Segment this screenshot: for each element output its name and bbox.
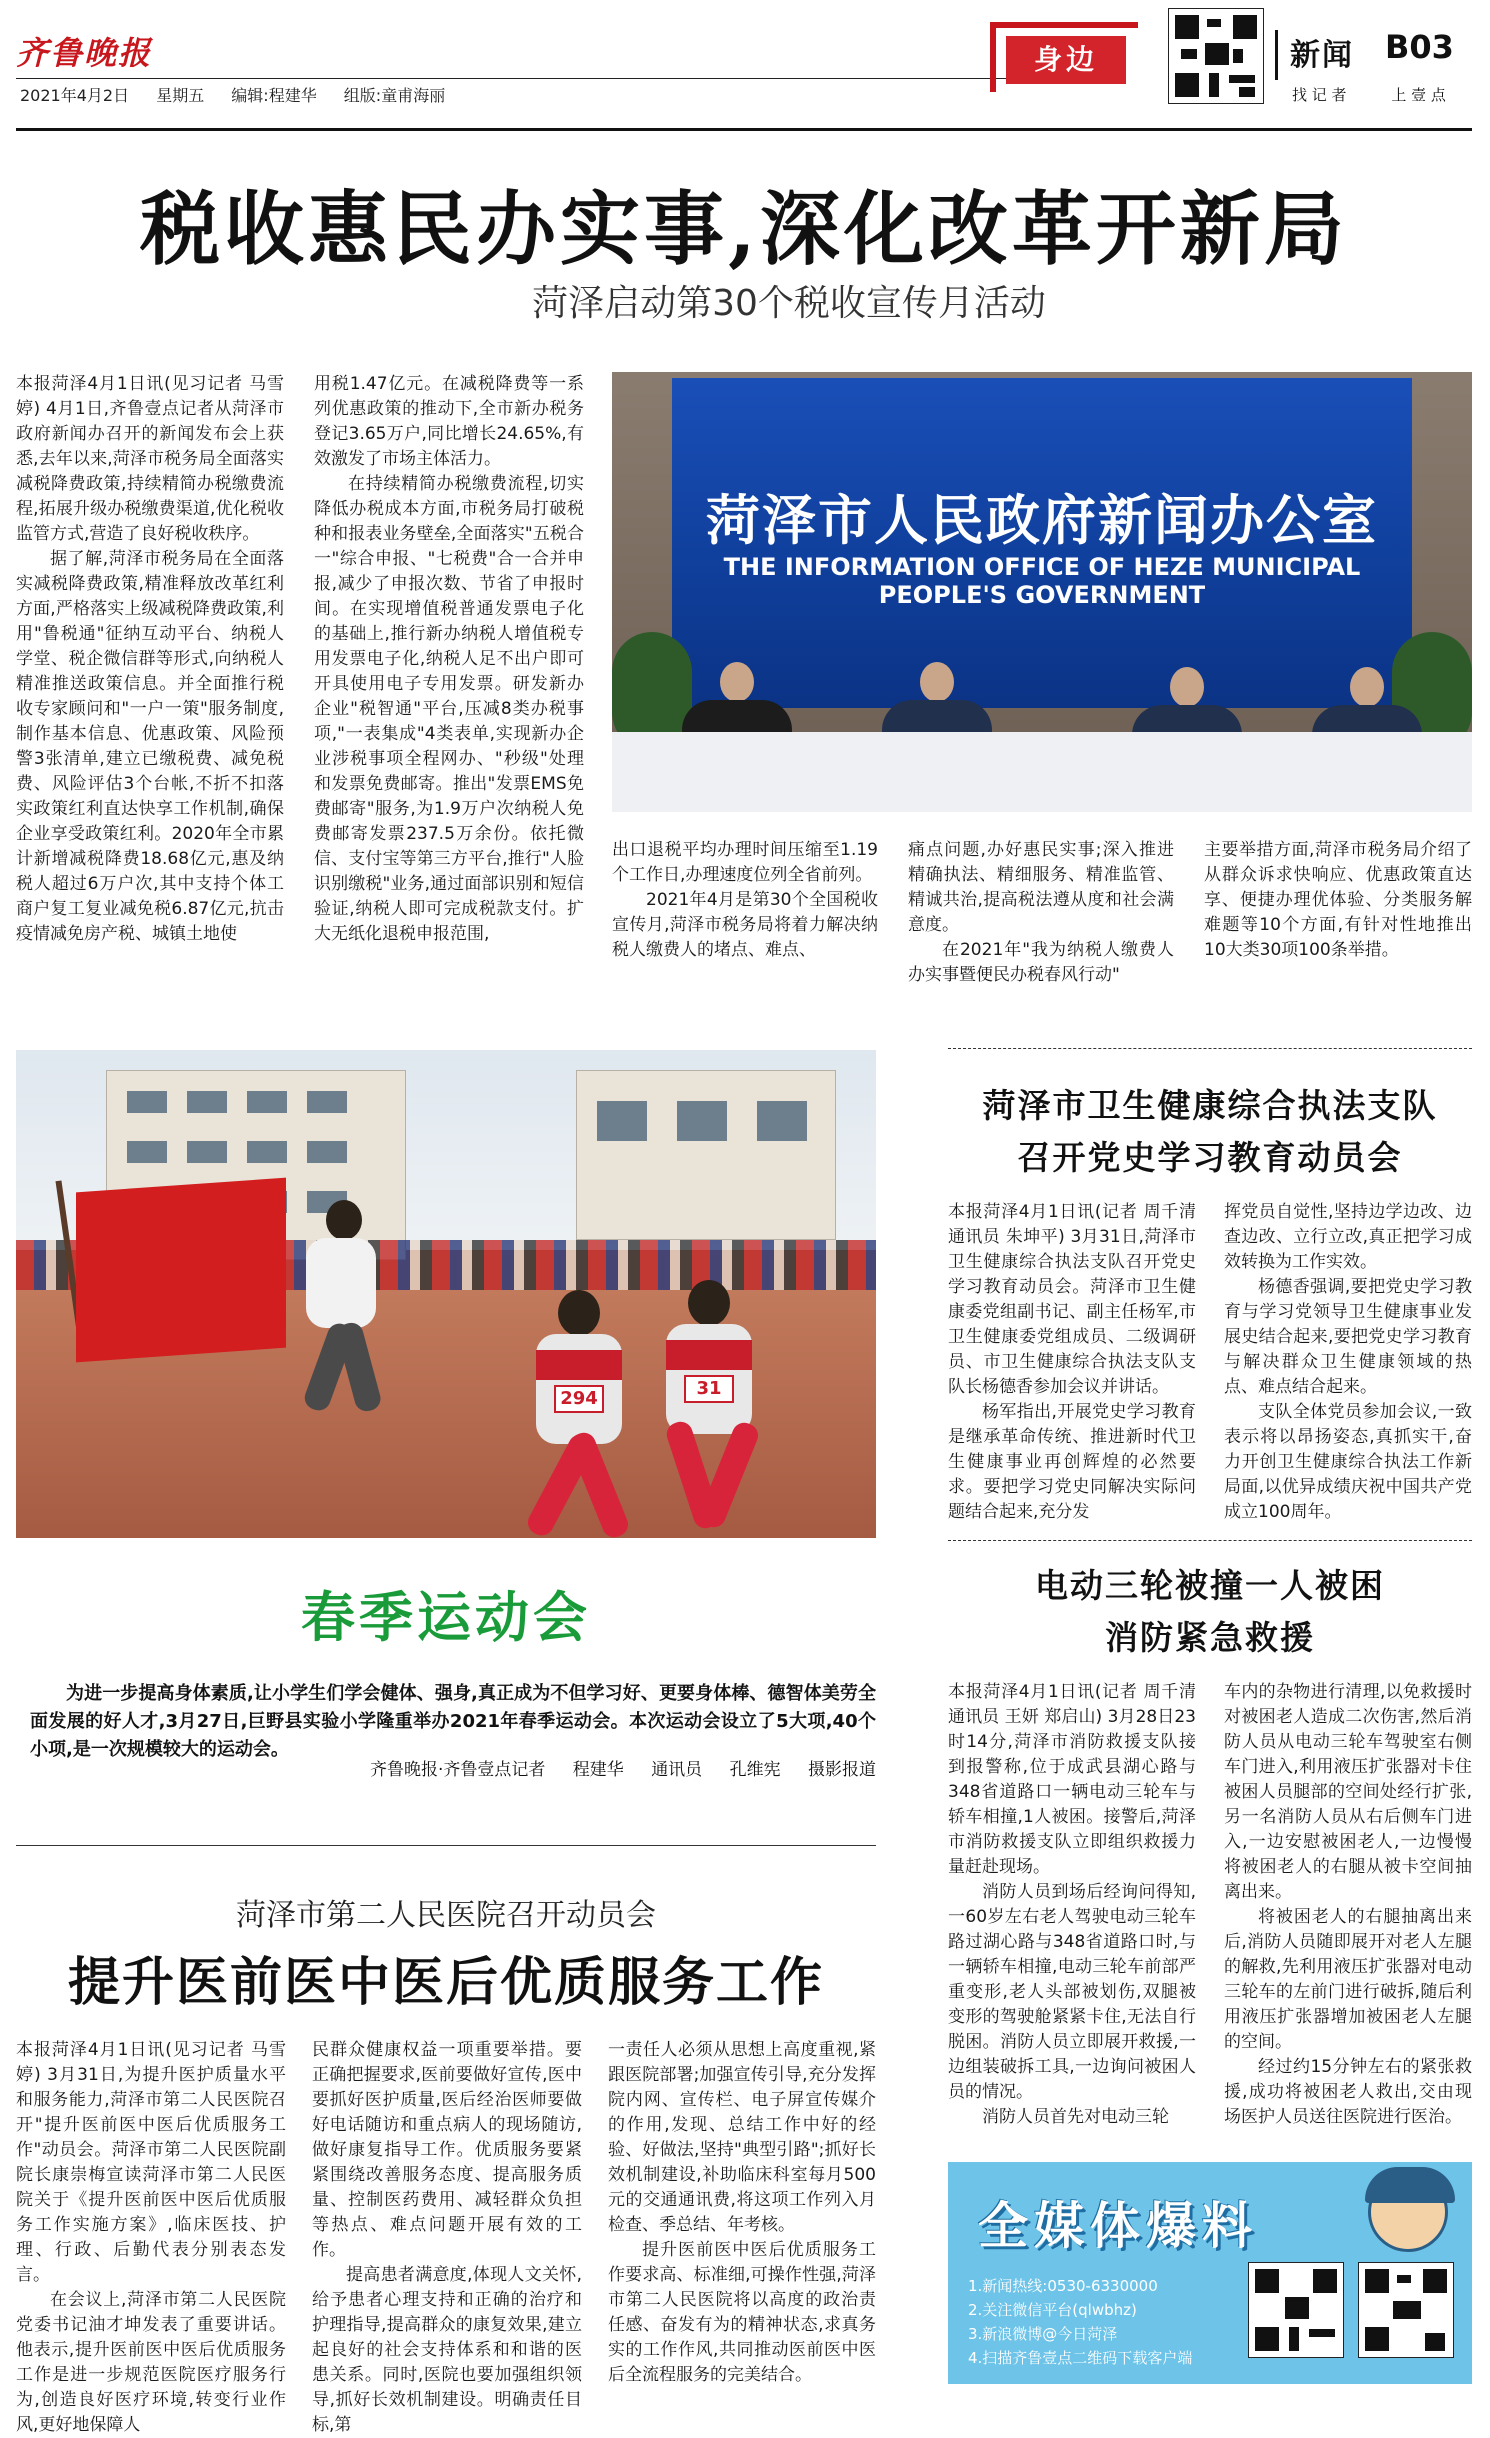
hospital-article-col-3	[608, 2038, 876, 2388]
main-subheadline: 菏泽启动第30个税收宣传月活动	[532, 283, 1046, 324]
paragraph: 将被困老人的右腿抽离出来后,消防人员随即展开对老人左腿的解救,先利用液压扩张器对电动三轮车的左前门进行破拆,随后利用液压扩张器增加被困老人左腿的空间。	[1224, 1907, 1472, 2052]
paragraph: 挥党员自觉性,坚持边学边改、边查边改、立行立改,真正把学习成效转换为工作实效。	[1224, 1202, 1472, 1272]
hospital-headline: 提升医前医中医后优质服务工作	[67, 1952, 824, 2013]
media-tip-item: 3.新浪微博@今日菏泽	[968, 2325, 1118, 2343]
header-divider	[1275, 30, 1278, 80]
main-article-col-4	[908, 838, 1174, 988]
paragraph: 本报菏泽4月1日讯(记者 周千清 通讯员 王妍 郑启山) 3月28日23时14分,菏泽市消防救援支队接到报警称,位于成武县湖心路与348省道路口一辆电动三轮车与轿车相撞,1人被困。接警后,菏泽市消防救援支队立即组织救援力量赶赴现场。	[948, 1682, 1196, 1877]
sports-meet-photo	[16, 1050, 876, 1538]
main-article-col-1	[16, 372, 284, 947]
paragraph: 在2021年"我为纳税人缴费人办实事暨便民办税春风行动"	[908, 940, 1174, 985]
paragraph: 民群众健康权益一项重要举措。要正确把握要求,医前要做好宣传,医中要抓好医护质量,医后经治医师要做好电话随访和重点病人的现场随访,做好康复指导工作。优质服务要紧紧围绕改善服务态度、提高服务质量、控制医药费用、减轻群众负担等热点、难点问题开展有效的工作。	[312, 2040, 582, 2260]
editor-credit: 编辑:程建华	[231, 86, 317, 105]
rescue-headline-line-2: 消防紧急救援	[1105, 1618, 1315, 1657]
main-article-col-3	[612, 838, 878, 963]
rescue-headline-line-1: 电动三轮被撞一人被困	[1035, 1566, 1385, 1605]
credit-name: 孔维宪	[729, 1760, 781, 1780]
government-banner	[672, 378, 1412, 708]
health-article-col-2	[1224, 1200, 1472, 1525]
conference-table	[612, 732, 1472, 812]
banner-cn-text: 菏泽市人民政府新闻办公室	[706, 489, 1378, 552]
health-headline-line-2: 召开党史学习教育动员会	[1017, 1138, 1403, 1177]
paragraph: 据了解,菏泽市税务局在全面落实减税降费政策,精准释放改革红利方面,严格落实上级减税降费政策,利用"鲁税通"征纳互动平台、纳税人学堂、税企微信群等形式,向纳税人精准推送政策信息。并全面推行税收专家顾问和"一户一策"服务制度,制作基本信息、优惠政策、风险预警3张清单,建立已缴税费、减免税费、风险评估3个台帐,不折不扣落实政策红利直达快享工作机制,确保企业享受政策红利。2020年全市累计新增减税降费18.68亿元,惠及纳税人超过6万户次,其中支持个体工商户复工复业减免税6.87亿元,抗击疫情减免房产税、城镇土地使	[16, 549, 284, 944]
paragraph: 在会议上,菏泽市第二人民医院党委书记油才坤发表了重要讲话。他表示,提升医前医中医后优质服务工作是进一步规范医院医疗服务行为,创造良好医疗环境,转变行业作风,更好地保障人	[16, 2290, 286, 2435]
main-article-col-2	[314, 372, 584, 947]
main-article-col-5	[1204, 838, 1472, 963]
media-tip-item: 1.新闻热线:0530-6330000	[968, 2277, 1158, 2295]
masthead-bottom-rule	[16, 128, 1472, 131]
rescue-headline	[930, 1560, 1490, 1664]
paragraph: 支队全体党员参加会议,一致表示将以昂扬姿态,真抓实干,奋力开创卫生健康综合执法工作新局面,以优异成绩庆祝中国共产党成立100周年。	[1224, 1402, 1472, 1522]
header-rule	[16, 78, 1016, 79]
school-building	[576, 1070, 836, 1240]
paragraph: 本报菏泽4月1日讯(记者 周千清 通讯员 朱坤平) 3月31日,菏泽市卫生健康综合执法支队召开党史学习教育动员会。菏泽市卫生健康委党组副书记、副主任杨军,市卫生健康委党组成员、二级调研员、市卫生健康综合执法支队支队长杨德香参加会议并讲话。	[948, 1202, 1196, 1397]
qr-code-icon[interactable]	[1358, 2262, 1454, 2358]
paragraph: 一责任人必须从思想上高度重视,紧跟医院部署;加强宣传引导,充分发挥院内网、宣传栏、电子屏宣传媒介的作用,发现、总结工作中好的经验、好做法,坚持"典型引路";抓好长效机制建设,补助临床科室每月500元的交通通讯费,将这项工作列入月检查、季总结、年考核。	[608, 2040, 876, 2235]
section-badge	[990, 22, 1138, 92]
issue-date: 2021年4月2日	[20, 86, 130, 105]
paragraph: 消防人员到场后经询问得知,一60岁左右老人驾驶电动三轮车路过湖心路与348省道路口时,与一辆轿车相撞,电动三轮车前部严重变形,老人头部被划伤,双腿被变形的驾驶舱紧紧卡住,无法自行脱困。消防人员立即展开救援,一边组装破拆工具,一边询问被困人员的情况。	[948, 1882, 1196, 2102]
health-headline	[930, 1080, 1490, 1184]
press-conference-photo	[612, 372, 1472, 812]
paragraph: 提高患者满意度,体现人文关怀,给予患者心理支持和正确的治疗和护理指导,提高群众的康复效果,建立起良好的社会支持体系和和谐的医患关系。同时,医院也要加强组织领导,抓好长效机制建设。明确责任目标,第	[312, 2265, 582, 2435]
hospital-article-col-2	[312, 2038, 582, 2438]
paragraph: 提升医前医中医后优质服务工作要求高、标准细,可操作性强,菏泽市第二人民医院将以高度的政治责任感、奋发有为的精神状态,求真务实的工作作风,共同推动医前医中医后全流程服务的完美结合。	[608, 2240, 876, 2385]
red-flag	[76, 1178, 286, 1363]
qr-code-icon[interactable]	[1248, 2262, 1344, 2358]
race-bib: 31	[684, 1375, 734, 1403]
health-article-col-1	[948, 1200, 1196, 1525]
paragraph: 用税1.47亿元。在减税降费等一系列优惠政策的推动下,全市新办税务登记3.65万户,同比增长24.65%,有效激发了市场主体活力。	[314, 374, 584, 469]
paragraph: 本报菏泽4月1日讯(见习记者 马雪婷) 4月1日,齐鲁壹点记者从菏泽市政府新闻办召开的新闻发布会上获悉,去年以来,菏泽市税务局全面落实减税降费政策,持续精简办税缴费流程,拓展升级办税缴费渠道,优化税收监管方式,营造了良好税收秩序。	[16, 374, 284, 544]
sports-headline: 春季运动会	[301, 1586, 591, 1649]
paragraph: 杨军指出,开展党史学习教育是继承革命传统、推进新时代卫生健康事业再创辉煌的必然要求。要把学习党史同解决实际问题结合起来,充分发	[948, 1402, 1196, 1522]
qr-code-icon[interactable]	[1168, 8, 1264, 104]
section-divider	[948, 1048, 1472, 1049]
paragraph: 本报菏泽4月1日讯(见习记者 马雪婷) 3月31日,为提升医护质量水平和服务能力,菏泽市第二人民医院召开"提升医前医中医后优质服务工作"动员会。菏泽市第二人民医院副院长康崇梅宣读菏泽市第二人民医院关于《提升医前医中医后优质服务工作实施方案》,临床医技、护理、行政、后勤代表分别表态发言。	[16, 2040, 286, 2285]
app-label: 上 壹 点	[1391, 86, 1446, 104]
find-reporter-label: 找 记 者	[1292, 86, 1347, 104]
designer-credit: 组版:童甫海丽	[343, 86, 446, 105]
media-tips-list	[968, 2274, 1238, 2370]
paragraph: 痛点问题,办好惠民实事;深入推进精确执法、精细服务、精准监管、精诚共治,提高税法遵从度和社会满意度。	[908, 840, 1174, 935]
section-divider	[16, 1845, 876, 1846]
section-badge-label: 身边	[1006, 36, 1126, 84]
health-headline-line-1: 菏泽市卫生健康综合执法支队	[982, 1086, 1438, 1125]
dateline	[20, 83, 467, 106]
hospital-subheadline: 菏泽市第二人民医院召开动员会	[236, 1898, 656, 1933]
credit-org: 齐鲁晚报·齐鲁壹点记者	[369, 1760, 546, 1780]
hospital-article-col-1	[16, 2038, 286, 2438]
cartoon-reporter-icon	[1368, 2172, 1448, 2252]
paragraph: 杨德香强调,要把党史学习教育与学习党领导卫生健康事业发展史结合起来,要把党史学习教育与解决群众卫生健康领域的热点、难点结合起来。	[1224, 1277, 1472, 1397]
paragraph: 经过约15分钟左右的紧张救援,成功将被困老人救出,交由现场医护人员送往医院进行医治。	[1224, 2057, 1472, 2127]
reporter-line	[1292, 84, 1486, 105]
paragraph: 车内的杂物进行清理,以免救援时对被困老人造成二次伤害,然后消防人员从电动三轮车驾驶室右侧车门进入,利用液压扩张器对卡住被困人员腿部的空间处经行扩张,另一名消防人员从右后侧车门进入,一边安慰被困老人,一边慢慢将被困老人的右腿从被卡空间抽离出来。	[1224, 1682, 1472, 1902]
media-tips-box	[948, 2162, 1472, 2384]
rescue-article-col-1	[948, 1680, 1196, 2130]
paragraph: 主要举措方面,菏泽市税务局介绍了从群众诉求快响应、优惠政策直达享、便捷办理优体验、分类服务解难题等10个方面,有针对性地推出10大类30项100条举措。	[1204, 840, 1472, 960]
rescue-article-col-2	[1224, 1680, 1472, 2130]
credit-name: 程建华	[572, 1760, 624, 1780]
media-tips-title: 全媒体爆料	[978, 2197, 1258, 2255]
media-tip-item: 2.关注微信平台(qlwbhz)	[968, 2301, 1137, 2319]
banner-en-text: THE INFORMATION OFFICE OF HEZE MUNICIPAL PEOPLE'S GOVERNMENT	[723, 553, 1361, 609]
sports-caption: 为进一步提高身体素质,让小学生们学会健体、强身,真正成为不但学习好、更要身体棒、德智体美劳全面发展的好人才,3月27日,巨野县实验小学隆重举办2021年春季运动会。本次运动会设立了5大项,40个小项,是一次规模较大的运动会。	[30, 1683, 876, 1760]
credit-role: 通讯员	[651, 1760, 703, 1780]
section-name: 新闻	[1290, 38, 1354, 73]
masthead	[0, 0, 1488, 135]
main-headline: 税收惠民办实事,深化改革开新局	[140, 182, 1348, 276]
credit-tail: 摄影报道	[808, 1760, 876, 1780]
section-divider	[948, 1540, 1472, 1541]
newspaper-logo: 齐鲁晚报	[16, 34, 153, 72]
race-bib: 294	[554, 1385, 604, 1413]
paragraph: 消防人员首先对电动三轮	[982, 2107, 1169, 2127]
paragraph: 出口退税平均办理时间压缩至1.19个工作日,办理速度位列全省前列。	[612, 840, 878, 885]
media-tip-item: 4.扫描齐鲁壹点二维码下载客户端	[968, 2349, 1193, 2367]
photo-credit	[270, 1755, 876, 1780]
page-number: B03	[1385, 28, 1454, 66]
issue-weekday: 星期五	[156, 86, 205, 105]
paragraph: 在持续精简办税缴费流程,切实降低办税成本方面,市税务局打破税种和报表业务壁垒,全面落实"五税合一"综合申报、"七税费"合一合并申报,减少了申报次数、节省了申报时间。在实现增值税普通发票电子化的基础上,推行新办纳税人增值税专用发票电子化,纳税人足不出户即可开具使用电子专用发票。研发新办企业"税智通"平台,压减8类办税事项,"一表集成"4类表单,实现新办企业涉税事项全程网办、"秒级"处理和发票免费邮寄。推出"发票EMS免费邮寄"服务,为1.9万户次纳税人免费邮寄发票237.5万余份。依托微信、支付宝等第三方平台,推行"人脸识别缴税"业务,通过面部识别和短信验证,纳税人即可完成税款支付。扩大无纸化退税申报范围,	[314, 474, 584, 944]
paragraph: 2021年4月是第30个全国税收宣传月,菏泽市税务局将着力解决纳税人缴费人的堵点、难点、	[612, 890, 878, 960]
